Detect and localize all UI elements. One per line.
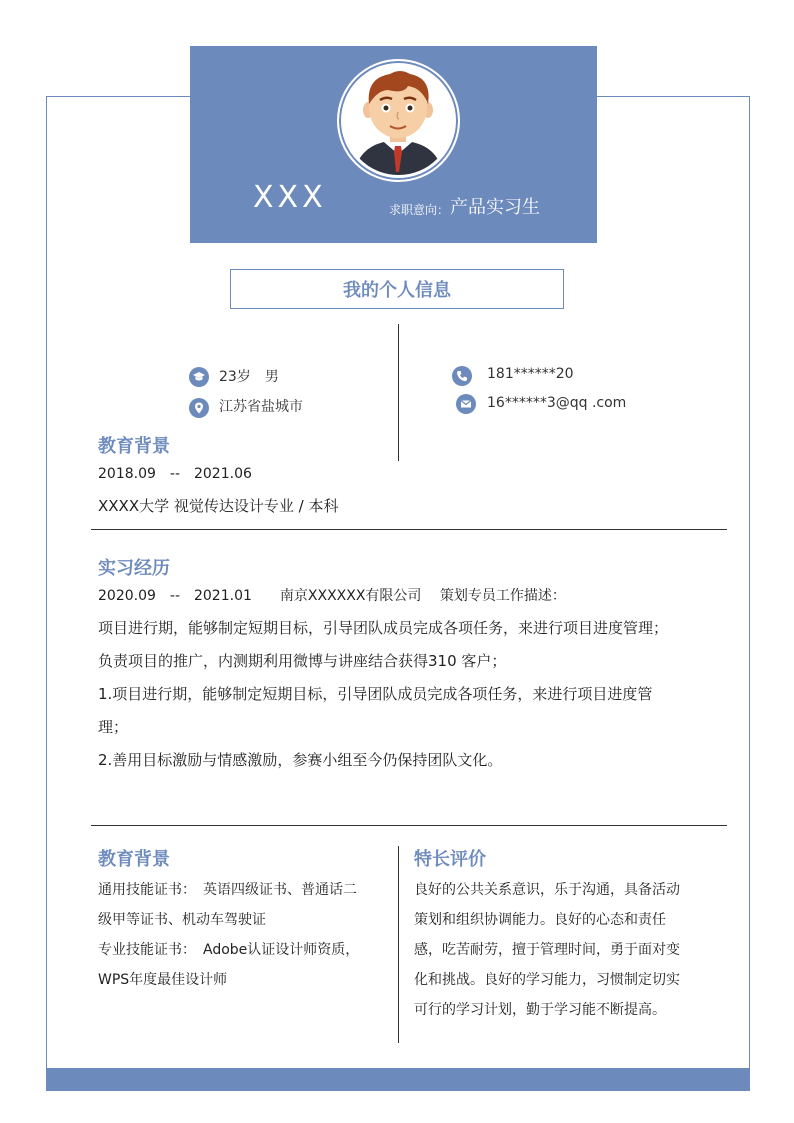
education-period: 2018.09 -- 2021.06 xyxy=(98,466,252,482)
age-gender: 23岁 男 xyxy=(219,369,279,385)
avatar xyxy=(337,59,460,182)
skills-line: 专业技能证书： Adobe认证设计师资质， xyxy=(98,942,360,958)
internship-line: 理； xyxy=(98,718,129,736)
internship-line: 1.项目进行期，能够制定短期目标，引导团队成员完成各项任务，来进行项目进度管 xyxy=(98,685,653,703)
section-divider-2 xyxy=(91,825,727,826)
job-intention-value: 产品实习生 xyxy=(450,197,540,218)
education-school: XXXX大学 视觉传达设计专业 / 本科 xyxy=(98,497,339,515)
info-divider xyxy=(398,324,399,461)
envelope-icon xyxy=(456,394,476,414)
footer-bar xyxy=(46,1068,750,1091)
skills-line: WPS年度最佳设计师 xyxy=(98,972,228,988)
evaluation-line: 良好的公共关系意识，乐于沟通，具备活动 xyxy=(414,882,680,898)
column-divider xyxy=(398,846,399,1043)
internship-header: 2020.09 -- 2021.01 南京XXXXXX有限公司 策划专员工作描述： xyxy=(98,588,566,604)
evaluation-line: 感，吃苦耐劳，擅于管理时间，勇于面对变 xyxy=(414,942,680,958)
candidate-name: XXX xyxy=(253,180,327,215)
phone-number: 181******20 xyxy=(487,366,574,382)
skills-title: 教育背景 xyxy=(98,849,170,870)
evaluation-line: 策划和组织协调能力。良好的心态和责任 xyxy=(414,912,666,928)
evaluation-line: 化和挑战。良好的学习能力，习惯制定切实 xyxy=(414,972,680,988)
avatar-person-icon xyxy=(344,66,453,175)
phone-icon xyxy=(452,366,472,386)
location-pin-icon xyxy=(189,398,209,418)
email: 16******3@qq .com xyxy=(487,395,627,411)
graduation-cap-icon xyxy=(189,367,209,387)
skills-line: 通用技能证书： 英语四级证书、普通话二 xyxy=(98,882,357,898)
job-intention-label: 求职意向： xyxy=(389,203,450,217)
evaluation-title: 特长评价 xyxy=(414,849,486,870)
skills-line: 级甲等证书、机动车驾驶证 xyxy=(98,912,266,928)
evaluation-line: 可行的学习计划，勤于学习能不断提高。 xyxy=(414,1002,666,1018)
location: 江苏省盐城市 xyxy=(219,399,303,415)
internship-line: 项目进行期，能够制定短期目标，引导团队成员完成各项任务，来进行项目进度管理； xyxy=(98,619,669,637)
avatar-illustration xyxy=(344,66,453,175)
internship-line: 负责项目的推广，内测期利用微博与讲座结合获得310 客户； xyxy=(98,652,507,670)
section-divider-1 xyxy=(91,529,727,530)
education-title: 教育背景 xyxy=(98,436,170,457)
internship-line: 2.善用目标激励与情感激励，参赛小组至今仍保持团队文化。 xyxy=(98,751,503,769)
personal-info-title: 我的个人信息 xyxy=(230,269,564,309)
internship-title: 实习经历 xyxy=(98,558,170,579)
